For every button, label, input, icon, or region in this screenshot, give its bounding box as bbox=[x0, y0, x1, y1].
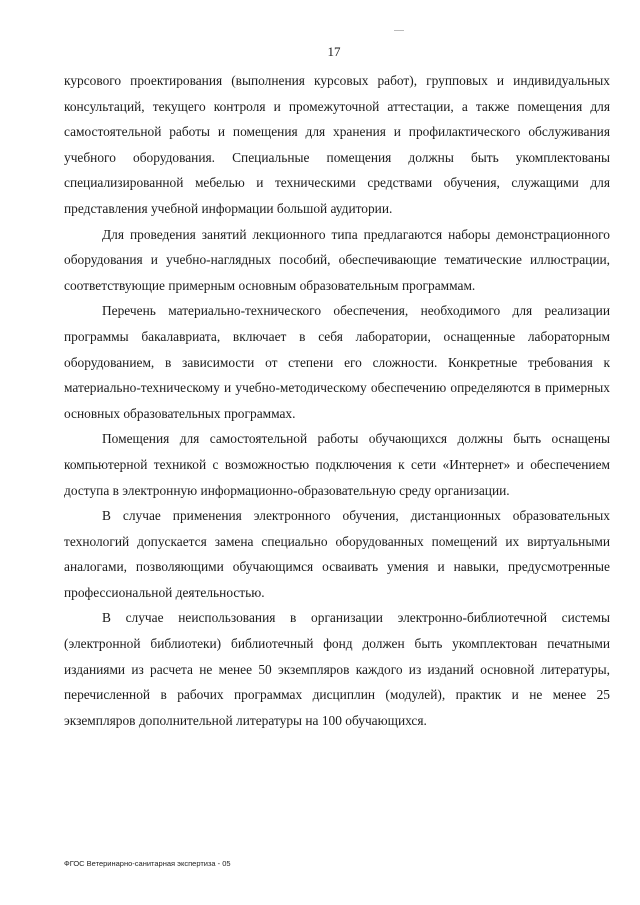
paragraph-e-learning: В случае применения электронного обучения, дистанционных образовательных технологий допускается замена специально оборудованных помещений их виртуальными аналогами, позволяющими обучающимся осваивать умения и навыки, предусмотренные профессиональной деятельностью. bbox=[64, 508, 610, 600]
paragraph-lecture-equipment: Для проведения занятий лекционного типа предлагаются наборы демонстрационного оборудования и учебно-наглядных пособий, обеспечивающие тематические иллюстрации, соответствующие примерным основным образовательным программам. bbox=[64, 226, 610, 293]
paragraph-material-technical-list: Перечень материально-технического обеспечения, необходимого для реализации программы бакалавриата, включает в себя лаборатории, оснащенные лабораторным оборудованием, в зависимости от степени его сложности. Конкретные требования к материально-техническому и учебно-методическому обеспечению определяются в примерных основных образовательных программах. bbox=[64, 303, 610, 421]
scan-artifact bbox=[394, 30, 404, 31]
paragraph-library-fund: В случае неиспользования в организации электронно-библиотечной системы (электронной библиотеки) библиотечный фонд должен быть укомплектован печатными изданиями из расчета не менее 50 экземпляров каждого из изданий основной литературы, перечисленной в рабочих программах дисциплин (модулей), практик и не менее 25 экземпляров дополнительной литературы на 100 обучающихся. bbox=[64, 610, 610, 728]
document-body bbox=[64, 68, 610, 733]
page-footer: ФГОС Ветеринарно-санитарная экспертиза - 05 bbox=[64, 859, 231, 868]
paragraph-continuation: курсового проектирования (выполнения курсовых работ), групповых и индивидуальных консультаций, текущего контроля и промежуточной аттестации, а также помещения для самостоятельной работы и помещения для хранения и профилактического обслуживания учебного оборудования. Специальные помещения должны быть укомплектованы специализированной мебелью и техническими средствами обучения, служащими для представления учебной информации большой аудитории. bbox=[64, 73, 610, 216]
paragraph-self-study-rooms: Помещения для самостоятельной работы обучающихся должны быть оснащены компьютерной техникой с возможностью подключения к сети «Интернет» и обеспечением доступа в электронную информационно-образовательную среду организации. bbox=[64, 431, 610, 498]
page-number: 17 bbox=[327, 44, 341, 59]
